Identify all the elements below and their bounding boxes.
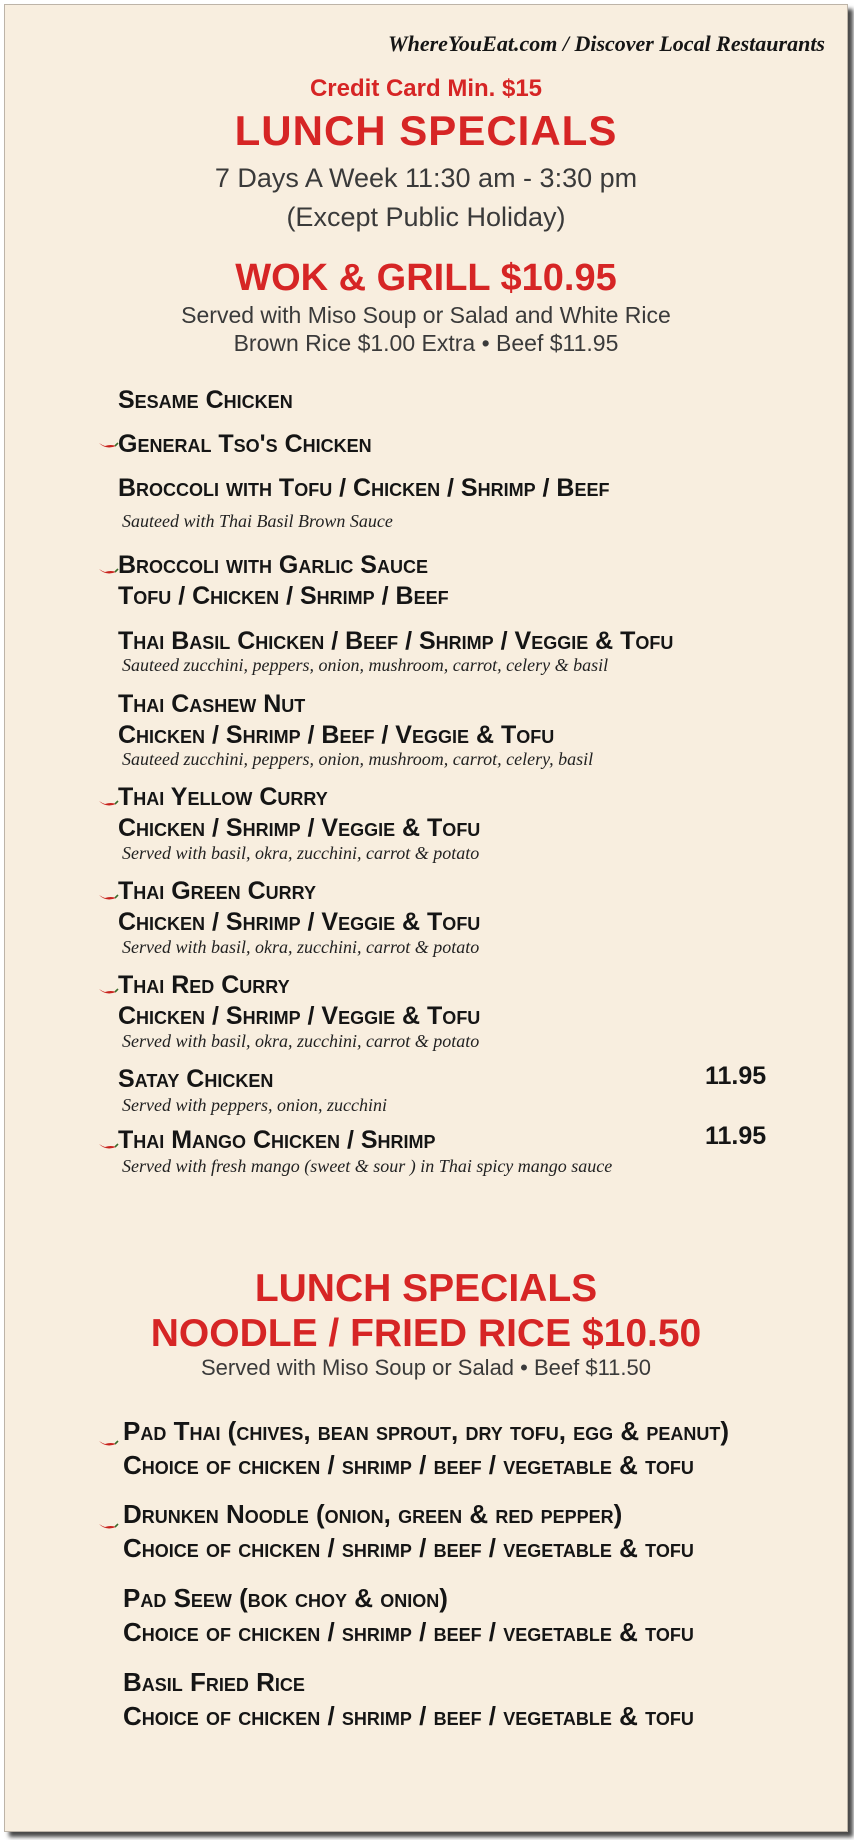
menu-item-price: 11.95 xyxy=(705,1122,767,1150)
wok-grill-extras: Brown Rice $1.00 Extra • Beef $11.95 xyxy=(233,330,619,356)
menu-item-description: Sauteed with Thai Basil Brown Sauce xyxy=(122,511,393,531)
lunch-specials-title: LUNCH SPECIALS xyxy=(234,107,618,154)
menu-item-name: Pad Thai (chives, bean sprout, dry tofu, egg & peanut) xyxy=(123,1416,730,1446)
menu-item-name: Thai Yellow Curry xyxy=(118,783,328,811)
menu-item-choices: Choice of chicken / shrimp / beef / vegetable & tofu xyxy=(123,1533,694,1563)
menu-item-name: Pad Seew (bok choy & onion) xyxy=(123,1583,448,1613)
chili-pepper-icon xyxy=(97,1141,119,1151)
menu-item-name: Broccoli with Tofu / Chicken / Shrimp / Beef xyxy=(118,474,610,502)
wok-grill-served: Served with Miso Soup or Salad and White Rice xyxy=(181,302,671,328)
noodle-served: Served with Miso Soup or Salad • Beef $11.50 xyxy=(200,1355,651,1380)
menu-item-description: Served with basil, okra, zucchini, carrot & potato xyxy=(122,937,480,957)
chili-pepper-icon xyxy=(97,566,119,576)
menu-item-price: 11.95 xyxy=(705,1062,767,1090)
chili-pepper-icon xyxy=(97,1521,119,1531)
menu-item-description: Served with basil, okra, zucchini, carrot & potato xyxy=(122,1031,480,1051)
menu-item-name: Satay Chicken xyxy=(118,1065,274,1093)
chili-pepper-icon xyxy=(97,440,119,450)
menu-item-name: General Tso's Chicken xyxy=(118,430,372,458)
chili-pepper-icon xyxy=(97,892,119,902)
menu-item-name: Sesame Chicken xyxy=(118,386,293,414)
menu-item-name: Thai Red Curry xyxy=(118,971,290,999)
menu-item-description: Served with fresh mango (sweet & sour ) in Thai spicy mango sauce xyxy=(122,1156,613,1176)
credit-card-minimum: Credit Card Min. $15 xyxy=(309,75,543,102)
holiday-exception: (Except Public Holiday) xyxy=(286,202,566,232)
menu-item-choices: Chicken / Shrimp / Beef / Veggie & Tofu xyxy=(118,721,555,749)
menu-item-name: Drunken Noodle (onion, green & red pepper) xyxy=(123,1499,623,1529)
site-watermark: WhereYouEat.com / Discover Local Restaurants xyxy=(388,31,825,56)
menu-item-name: Thai Green Curry xyxy=(118,877,317,905)
menu-item-description: Served with peppers, onion, zucchini xyxy=(122,1095,387,1115)
menu-item-name: Broccoli with Garlic Sauce xyxy=(118,551,428,579)
menu-item-name: Thai Cashew Nut xyxy=(118,690,306,718)
menu-item-name: Thai Mango Chicken / Shrimp xyxy=(118,1126,436,1154)
menu-item-choices: Choice of chicken / shrimp / beef / vegetable & tofu xyxy=(123,1701,694,1731)
menu-item-choices: Choice of chicken / shrimp / beef / vegetable & tofu xyxy=(123,1450,694,1480)
menu-item-choices: Chicken / Shrimp / Veggie & Tofu xyxy=(118,1002,481,1030)
menu-item-description: Sauteed zucchini, peppers, onion, mushroom, carrot, celery, basil xyxy=(122,749,594,769)
lunch-specials-subtitle: LUNCH SPECIALS xyxy=(254,1267,598,1310)
menu-item-choices: Choice of chicken / shrimp / beef / vegetable & tofu xyxy=(123,1617,694,1647)
wok-grill-title: WOK & GRILL $10.95 xyxy=(235,257,617,299)
menu-item-description: Sauteed zucchini, peppers, onion, mushroom, carrot, celery & basil xyxy=(122,655,609,675)
menu-item-description: Served with basil, okra, zucchini, carrot & potato xyxy=(122,843,480,863)
menu-item-choices: Chicken / Shrimp / Veggie & Tofu xyxy=(118,908,481,936)
chili-pepper-icon xyxy=(97,1438,119,1448)
chili-pepper-icon xyxy=(97,798,119,808)
menu-item-choices: Tofu / Chicken / Shrimp / Beef xyxy=(118,582,449,610)
noodle-fried-rice-title: NOODLE / FRIED RICE $10.50 xyxy=(150,1312,702,1355)
chili-pepper-icon xyxy=(97,986,119,996)
menu-item-name: Basil Fried Rice xyxy=(123,1667,305,1697)
menu-item-name: Thai Basil Chicken / Beef / Shrimp / Veggie & Tofu xyxy=(118,627,674,655)
menu-item-choices: Chicken / Shrimp / Veggie & Tofu xyxy=(118,814,481,842)
lunch-hours: 7 Days A Week 11:30 am - 3:30 pm xyxy=(214,163,638,193)
menu-page xyxy=(4,4,848,1832)
